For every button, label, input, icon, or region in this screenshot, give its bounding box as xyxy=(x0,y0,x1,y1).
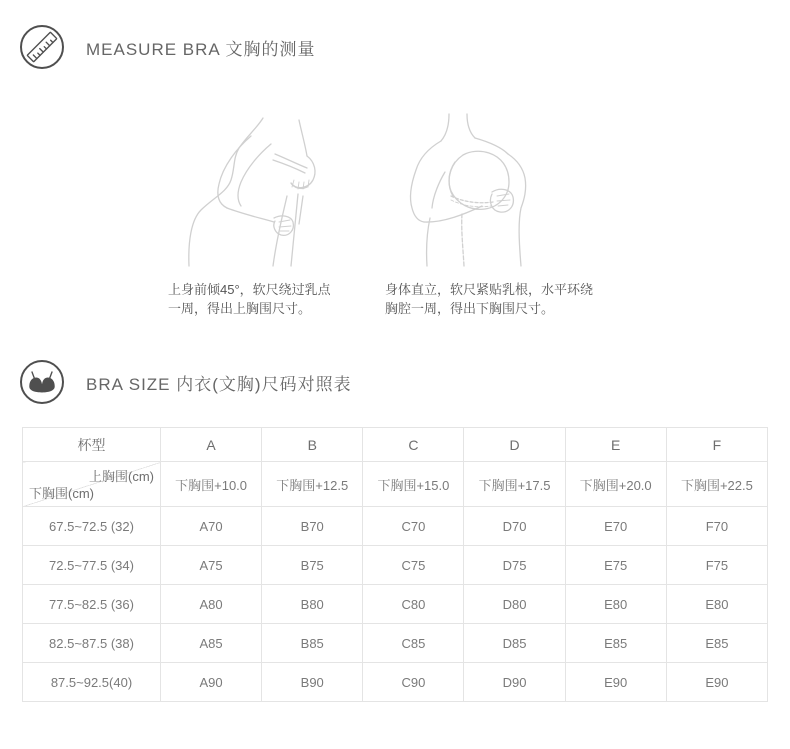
size-cell: B90 xyxy=(262,663,363,702)
table-row xyxy=(23,546,768,585)
size-cell: E90 xyxy=(666,663,767,702)
measure-section-title: MEASURE BRA 文胸的测量 xyxy=(86,39,316,59)
size-cell: D70 xyxy=(464,507,565,546)
size-cell: B75 xyxy=(262,546,363,585)
size-cell: B80 xyxy=(262,585,363,624)
size-cell: A85 xyxy=(161,624,262,663)
size-cell: D80 xyxy=(464,585,565,624)
table-row xyxy=(23,507,768,546)
size-cell: A90 xyxy=(161,663,262,702)
band-label: 82.5~87.5 (38) xyxy=(23,624,161,663)
under-bust-measure-illustration xyxy=(405,110,605,272)
size-cell: A80 xyxy=(161,585,262,624)
band-label: 77.5~82.5 (36) xyxy=(23,585,161,624)
cup-col-d: D xyxy=(464,428,565,462)
cup-col-f: F xyxy=(666,428,767,462)
size-cell: D90 xyxy=(464,663,565,702)
formula-cell: 下胸围+15.0 xyxy=(363,462,464,507)
size-cell: D75 xyxy=(464,546,565,585)
size-cell: B70 xyxy=(262,507,363,546)
size-cell: E85 xyxy=(565,624,666,663)
band-label: 87.5~92.5(40) xyxy=(23,663,161,702)
under-bust-caption-line2: 胸腔一周，得出下胸围尺寸。 xyxy=(385,301,555,316)
table-row xyxy=(23,624,768,663)
formula-cell: 下胸围+17.5 xyxy=(464,462,565,507)
size-section-header xyxy=(20,360,352,404)
size-cell: C90 xyxy=(363,663,464,702)
size-cell: C80 xyxy=(363,585,464,624)
table-header-row xyxy=(23,428,768,462)
under-bust-axis-label: 下胸围(cm) xyxy=(29,486,94,501)
size-cell: E90 xyxy=(565,663,666,702)
table-row xyxy=(23,663,768,702)
cup-col-e: E xyxy=(565,428,666,462)
upper-bust-caption-line2: 一周，得出上胸围尺寸。 xyxy=(168,301,312,316)
cup-type-header: 杯型 xyxy=(23,428,161,462)
size-cell: A75 xyxy=(161,546,262,585)
bra-icon xyxy=(20,360,64,404)
measure-section-header xyxy=(20,25,316,69)
size-cell: E80 xyxy=(565,585,666,624)
cup-col-c: C xyxy=(363,428,464,462)
upper-bust-caption-line1: 上身前倾45°，软尺绕过乳点 xyxy=(168,282,331,297)
band-label: 72.5~77.5 (34) xyxy=(23,546,161,585)
formula-cell: 下胸围+12.5 xyxy=(262,462,363,507)
size-section-title: BRA SIZE 内衣(文胸)尺码对照表 xyxy=(86,374,352,394)
table-row xyxy=(23,585,768,624)
size-cell: E80 xyxy=(666,585,767,624)
upper-bust-measure-illustration xyxy=(175,110,375,272)
size-cell: C70 xyxy=(363,507,464,546)
size-cell: E70 xyxy=(565,507,666,546)
size-cell: E85 xyxy=(666,624,767,663)
size-cell: C75 xyxy=(363,546,464,585)
formula-cell: 下胸围+22.5 xyxy=(666,462,767,507)
size-cell: F70 xyxy=(666,507,767,546)
bra-size-table xyxy=(22,427,768,702)
cup-col-a: A xyxy=(161,428,262,462)
size-cell: A70 xyxy=(161,507,262,546)
size-cell: B85 xyxy=(262,624,363,663)
under-bust-caption xyxy=(385,280,593,318)
formula-cell: 下胸围+10.0 xyxy=(161,462,262,507)
size-cell: D85 xyxy=(464,624,565,663)
size-cell: E75 xyxy=(565,546,666,585)
formula-row xyxy=(23,462,768,507)
formula-cell: 下胸围+20.0 xyxy=(565,462,666,507)
band-label: 67.5~72.5 (32) xyxy=(23,507,161,546)
cup-col-b: B xyxy=(262,428,363,462)
under-bust-caption-line1: 身体直立，软尺紧贴乳根，水平环绕 xyxy=(385,282,594,297)
upper-bust-axis-label: 上胸围(cm) xyxy=(89,469,154,484)
size-cell: F75 xyxy=(666,546,767,585)
ruler-icon xyxy=(20,25,64,69)
diagonal-header-cell xyxy=(23,462,161,507)
size-cell: C85 xyxy=(363,624,464,663)
upper-bust-caption xyxy=(168,280,331,318)
